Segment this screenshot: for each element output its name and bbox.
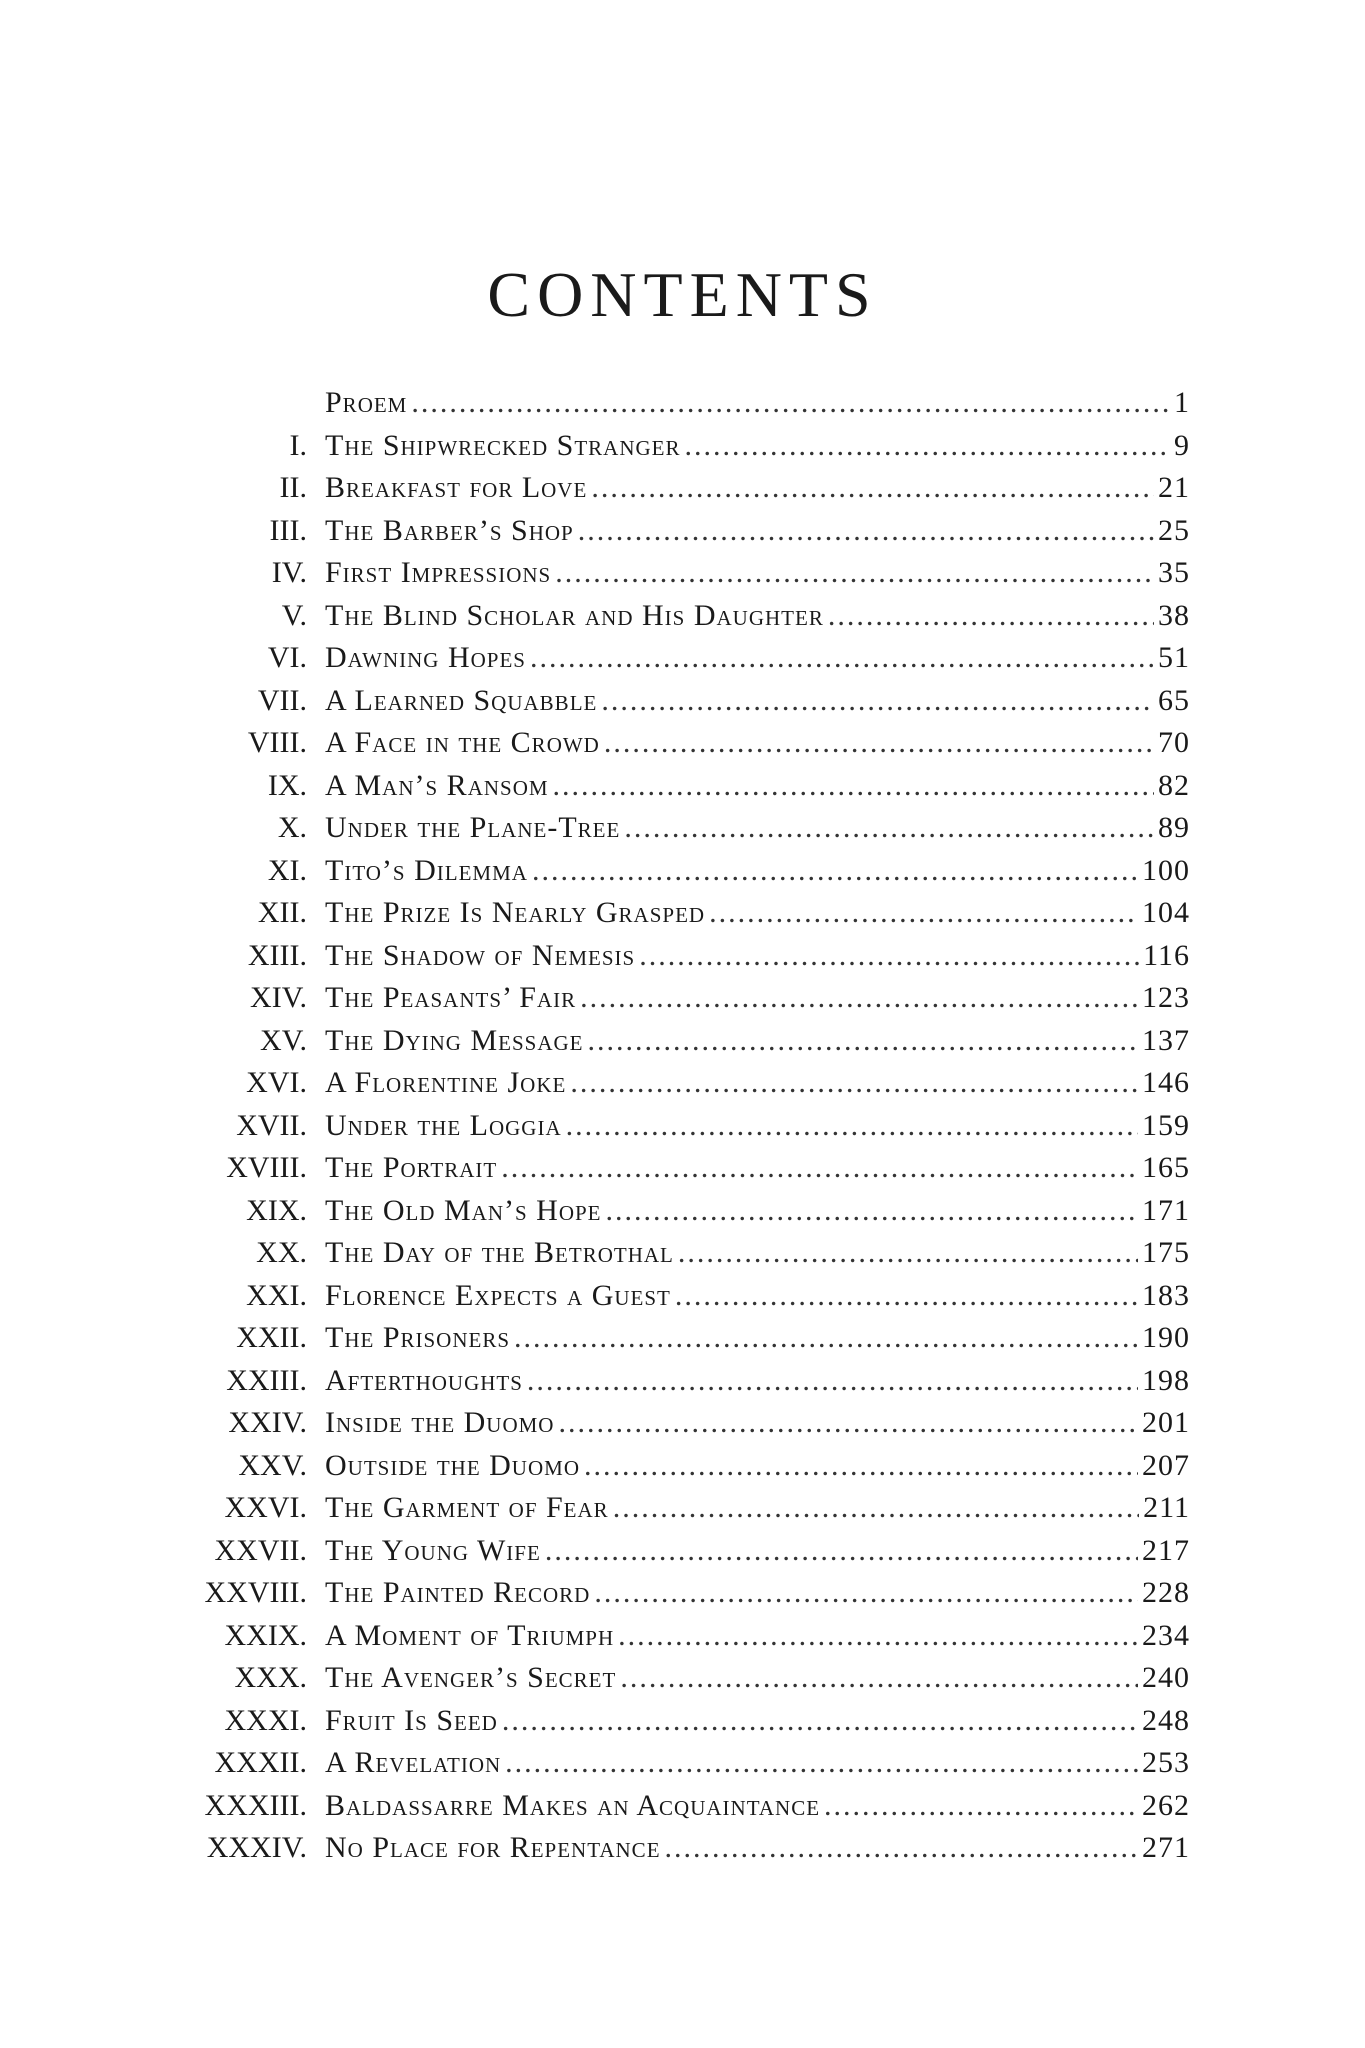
dot-leader	[514, 1317, 1138, 1360]
dot-leader	[527, 1360, 1138, 1403]
chapter-number: X.	[277, 811, 307, 844]
page-number: 234	[1142, 1618, 1190, 1652]
chapter-number: XXIX.	[224, 1618, 307, 1652]
page-number: 165	[1142, 1151, 1190, 1184]
page-number: 211	[1143, 1491, 1190, 1524]
dot-leader	[530, 637, 1154, 680]
toc-entry	[190, 1700, 1190, 1743]
chapter-title: Inside the Duomo	[325, 1406, 555, 1439]
dot-leader	[828, 595, 1154, 638]
chapter-number: XXXI.	[224, 1703, 307, 1737]
toc-entry	[190, 1275, 1190, 1318]
toc-entry	[190, 1785, 1190, 1828]
page-number: 146	[1142, 1066, 1190, 1099]
toc-entry	[190, 1445, 1190, 1488]
chapter-title: Florence Expects a Guest	[325, 1278, 671, 1312]
page-number: 116	[1143, 938, 1190, 972]
chapter-title: A Man’s Ransom	[325, 768, 549, 802]
dot-leader	[580, 977, 1138, 1020]
chapter-number: II.	[279, 471, 307, 504]
dot-leader	[618, 1615, 1138, 1658]
toc-entry	[190, 1062, 1190, 1105]
dot-leader	[620, 1657, 1138, 1700]
chapter-number: IX.	[267, 768, 307, 802]
page-number: 70	[1158, 726, 1190, 759]
chapter-number: I.	[289, 428, 307, 462]
toc-entry	[190, 1402, 1190, 1445]
chapter-title: Dawning Hopes	[325, 641, 526, 674]
dot-leader	[570, 1062, 1138, 1105]
chapter-title: A Florentine Joke	[325, 1066, 567, 1099]
chapter-number: XXII.	[236, 1321, 307, 1354]
chapter-number: XVI.	[246, 1066, 307, 1099]
page-title: CONTENTS	[487, 259, 878, 330]
toc-entry	[190, 680, 1190, 723]
dot-leader	[502, 1700, 1138, 1743]
chapter-title: A Revelation	[325, 1746, 502, 1779]
page-number: 123	[1142, 981, 1190, 1014]
page-number: 82	[1158, 768, 1190, 802]
toc-entry	[190, 1615, 1190, 1658]
dot-leader	[604, 722, 1154, 765]
toc-entry	[190, 765, 1190, 808]
toc-entry	[190, 1742, 1190, 1785]
page-number: 9	[1174, 428, 1190, 462]
chapter-title: Proem	[325, 386, 408, 419]
chapter-number: XXV.	[238, 1448, 307, 1482]
dot-leader	[824, 1785, 1138, 1828]
page-number: 159	[1142, 1108, 1190, 1142]
toc-entry	[190, 1147, 1190, 1190]
chapter-title: The Young Wife	[325, 1533, 541, 1567]
toc-entry	[190, 382, 1190, 425]
toc-entry	[190, 977, 1190, 1020]
page-number: 35	[1158, 556, 1190, 589]
toc-entry	[190, 1360, 1190, 1403]
toc-entry	[190, 637, 1190, 680]
page-number: 21	[1158, 471, 1190, 504]
chapter-title: Fruit Is Seed	[325, 1703, 498, 1737]
chapter-title: The Blind Scholar and His Daughter	[325, 598, 824, 632]
chapter-title: The Prize Is Nearly Grasped	[325, 896, 706, 929]
chapter-title: Under the Plane-Tree	[325, 811, 621, 844]
toc-entry	[190, 1572, 1190, 1615]
page-number: 171	[1142, 1193, 1190, 1227]
chapter-number: XXXIII.	[204, 1788, 307, 1822]
chapter-title: The Garment of Fear	[325, 1491, 609, 1524]
chapter-number: XXI.	[246, 1278, 307, 1312]
chapter-number: VII.	[257, 683, 307, 717]
toc-entry	[190, 722, 1190, 765]
chapter-number: V.	[281, 598, 307, 632]
chapter-number: VIII.	[247, 726, 307, 759]
chapter-title: Tito’s Dilemma	[325, 853, 528, 887]
chapter-number: XIX.	[246, 1193, 307, 1227]
page-number: 262	[1142, 1788, 1190, 1822]
dot-leader	[566, 1105, 1138, 1148]
toc-entry	[190, 510, 1190, 553]
dot-leader	[578, 510, 1154, 553]
page-number: 228	[1142, 1576, 1190, 1609]
dot-leader	[594, 1572, 1138, 1615]
chapter-title: No Place for Repentance	[325, 1831, 661, 1864]
toc-entry	[190, 1487, 1190, 1530]
chapter-title: Afterthoughts	[325, 1363, 523, 1397]
chapter-number: XI.	[267, 853, 307, 887]
toc-entry	[190, 892, 1190, 935]
chapter-title: A Moment of Triumph	[325, 1618, 615, 1652]
table-of-contents	[190, 382, 1190, 1870]
dot-leader	[501, 1147, 1138, 1190]
chapter-number: XII.	[257, 896, 307, 929]
chapter-number: XX.	[256, 1236, 307, 1269]
chapter-number: XIV.	[250, 981, 307, 1014]
toc-entry	[190, 1105, 1190, 1148]
toc-entry	[190, 1190, 1190, 1233]
toc-entry	[190, 1657, 1190, 1700]
chapter-number: XXXIV.	[206, 1831, 307, 1864]
page-number: 51	[1158, 641, 1190, 674]
page-number: 38	[1158, 598, 1190, 632]
dot-leader	[555, 552, 1154, 595]
chapter-title: The Day of the Betrothal	[325, 1236, 674, 1269]
toc-entry	[190, 807, 1190, 850]
toc-entry	[190, 1020, 1190, 1063]
page-number: 201	[1142, 1406, 1190, 1439]
dot-leader	[553, 765, 1154, 808]
toc-entry	[190, 1232, 1190, 1275]
chapter-title: The Portrait	[325, 1151, 498, 1184]
chapter-number: VI.	[267, 641, 307, 674]
page-number: 183	[1142, 1278, 1190, 1312]
chapter-title: The Peasants’ Fair	[325, 981, 577, 1014]
dot-leader	[613, 1487, 1139, 1530]
toc-entry	[190, 595, 1190, 638]
page-number: 248	[1142, 1703, 1190, 1737]
page-number: 25	[1158, 513, 1190, 547]
page-number: 65	[1158, 683, 1190, 717]
page-number: 89	[1158, 811, 1190, 844]
page-number: 240	[1142, 1661, 1190, 1694]
page-number: 100	[1142, 853, 1190, 887]
page-number: 198	[1142, 1363, 1190, 1397]
toc-entry	[190, 1530, 1190, 1573]
dot-leader	[558, 1402, 1138, 1445]
chapter-number: XXVII.	[214, 1533, 307, 1567]
dot-leader	[678, 1232, 1138, 1275]
chapter-title: Under the Loggia	[325, 1108, 562, 1142]
chapter-number: XV.	[260, 1023, 307, 1057]
toc-entry	[190, 467, 1190, 510]
chapter-title: The Prisoners	[325, 1321, 511, 1354]
page-number: 1	[1174, 386, 1190, 419]
chapter-title: First Impressions	[325, 556, 552, 589]
chapter-title: The Shadow of Nemesis	[325, 938, 636, 972]
dot-leader	[606, 1190, 1139, 1233]
dot-leader	[545, 1530, 1138, 1573]
dot-leader	[591, 467, 1154, 510]
toc-entry	[190, 850, 1190, 893]
chapter-title: The Old Man’s Hope	[325, 1193, 602, 1227]
chapter-title: The Painted Record	[325, 1576, 591, 1609]
dot-leader	[624, 807, 1154, 850]
chapter-title: Breakfast for Love	[325, 471, 588, 504]
dot-leader	[505, 1742, 1138, 1785]
dot-leader	[588, 1020, 1139, 1063]
dot-leader	[584, 1445, 1138, 1488]
chapter-number: XXVI.	[224, 1491, 307, 1524]
toc-entry	[190, 935, 1190, 978]
chapter-number: XXIV.	[228, 1406, 307, 1439]
page-number: 190	[1142, 1321, 1190, 1354]
chapter-number: XXVIII.	[204, 1576, 307, 1609]
page-number: 207	[1142, 1448, 1190, 1482]
chapter-number: XXIII.	[226, 1363, 307, 1397]
chapter-number: XXX.	[234, 1661, 307, 1694]
dot-leader	[709, 892, 1138, 935]
chapter-title: The Shipwrecked Stranger	[325, 428, 681, 462]
dot-leader	[601, 680, 1154, 723]
chapter-title: A Face in the Crowd	[325, 726, 600, 759]
dot-leader	[665, 1827, 1138, 1870]
toc-entry	[190, 1317, 1190, 1360]
page-number: 104	[1142, 896, 1190, 929]
dot-leader	[639, 935, 1139, 978]
dot-leader	[685, 425, 1170, 468]
toc-entry	[190, 552, 1190, 595]
page-number: 137	[1142, 1023, 1190, 1057]
page-number: 217	[1142, 1533, 1190, 1567]
chapter-number: IV.	[271, 556, 307, 589]
chapter-title: The Dying Message	[325, 1023, 584, 1057]
toc-entry	[190, 425, 1190, 468]
chapter-title: The Avenger’s Secret	[325, 1661, 617, 1694]
chapter-number: XIII.	[247, 938, 307, 972]
chapter-number: XXXII.	[214, 1746, 307, 1779]
page-number: 271	[1142, 1831, 1190, 1864]
chapter-title: The Barber’s Shop	[325, 513, 574, 547]
chapter-number: III.	[269, 513, 307, 547]
chapter-number: XVIII.	[226, 1151, 307, 1184]
page-number: 253	[1142, 1746, 1190, 1779]
toc-entry	[190, 1827, 1190, 1870]
chapter-title: Outside the Duomo	[325, 1448, 580, 1482]
dot-leader	[532, 850, 1138, 893]
page-number: 175	[1142, 1236, 1190, 1269]
chapter-number: XVII.	[236, 1108, 307, 1142]
dot-leader	[675, 1275, 1138, 1318]
dot-leader	[411, 382, 1170, 425]
chapter-title: A Learned Squabble	[325, 683, 598, 717]
chapter-title: Baldassarre Makes an Acquaintance	[325, 1788, 821, 1822]
